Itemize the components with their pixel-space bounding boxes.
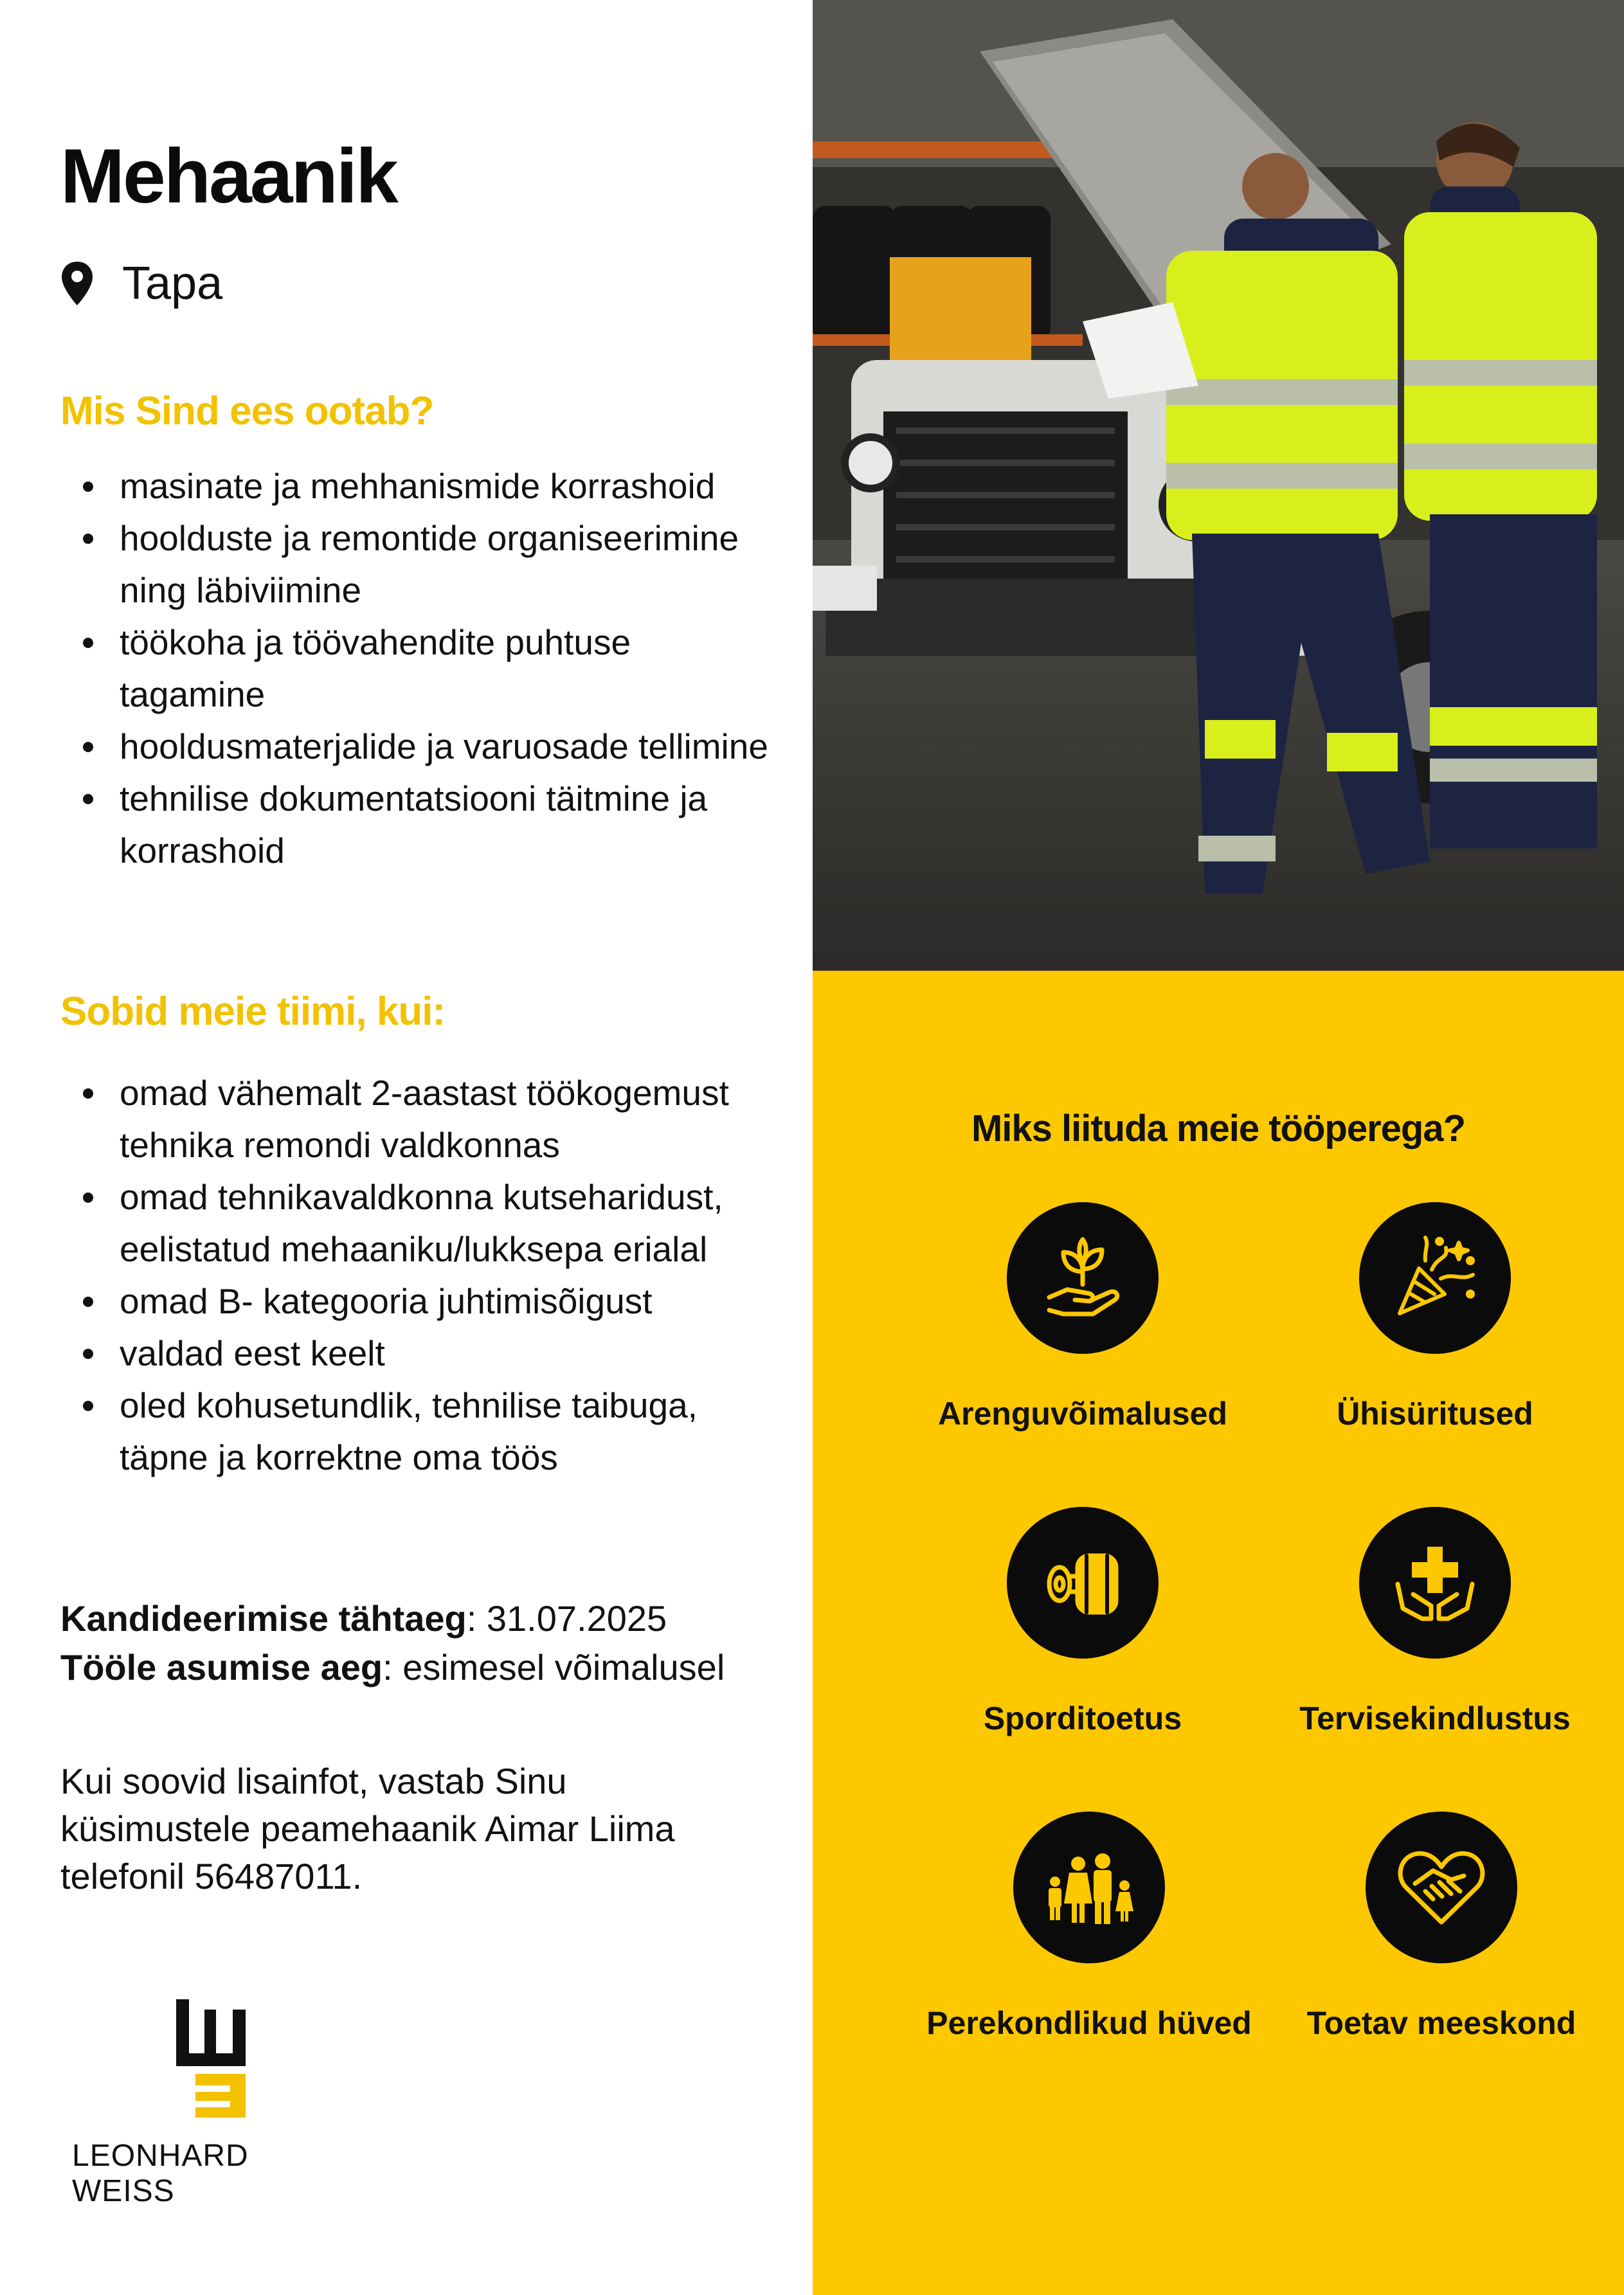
- benefit-sports: [903, 1507, 1263, 1738]
- dumbbell-icon: [1038, 1538, 1128, 1628]
- company-logo: [72, 1999, 348, 2209]
- benefit-label: Perekondlikud hüved: [926, 2005, 1252, 2041]
- list-item: valdad eest keelt: [60, 1328, 780, 1380]
- contact-text: Kui soovid lisainfot, vastab Sinu küsimustele peamehaanik Aimar Liima telefonil 56487011.: [60, 1761, 675, 1896]
- benefits-panel: [813, 971, 1624, 2295]
- list-item: oled kohusetundlik, tehnilise taibuga, täpne ja korrektne oma töös: [60, 1380, 780, 1484]
- benefit-team: [1261, 1812, 1621, 2043]
- requirements-heading: Sobid meie tiimi, kui:: [60, 989, 446, 1034]
- list-item: masinate ja mehhanismide korrashoid: [60, 460, 780, 512]
- benefits-heading: Miks liituda meie tööperega?: [971, 1108, 1466, 1149]
- party-popper-icon: [1387, 1230, 1483, 1326]
- list-item: hooldusmaterjalide ja varuosade tellimine: [60, 721, 780, 773]
- benefit-health: [1255, 1507, 1615, 1738]
- benefit-events: [1255, 1202, 1615, 1434]
- benefit-label: Arenguvõimalused: [937, 1396, 1228, 1432]
- growth-hand-icon: [1038, 1233, 1128, 1323]
- mechanic-right: [1404, 122, 1597, 849]
- leonhard-weiss-logo-icon: [176, 1999, 246, 2118]
- start-value: : esimesel võimalusel: [383, 1647, 725, 1688]
- mechanics-at-vehicle-image: [813, 0, 1624, 971]
- job-title: Mehaanik: [60, 133, 397, 219]
- deadline-label: Kandideerimise tähtaeg: [60, 1598, 467, 1639]
- benefit-label: Toetav meeskond: [1306, 2005, 1576, 2041]
- list-item: omad vähemalt 2-aastast töökogemust tehnika remondi valdkonnas: [60, 1067, 780, 1171]
- health-cross-hands-icon: [1390, 1538, 1480, 1628]
- benefit-development: [903, 1202, 1263, 1434]
- workshop-photo: [813, 0, 1624, 971]
- list-item: töökoha ja töövahendite puhtuse tagamine: [60, 616, 780, 721]
- benefit-label: Tervisekindlustus: [1299, 1700, 1571, 1736]
- list-item: omad tehnikavaldkonna kutseharidust, eelistatud mehaaniku/lukksepa erialal: [60, 1171, 780, 1275]
- location: [60, 257, 222, 310]
- list-item: hoolduste ja remontide organiseerimine ning läbiviimine: [60, 512, 780, 616]
- location-pin-icon: [60, 260, 94, 307]
- start-label: Tööle asumise aeg: [60, 1647, 383, 1688]
- start-line: [60, 1643, 725, 1692]
- list-item: omad B- kategooria juhtimisõigust: [60, 1275, 780, 1328]
- list-item: tehnilise dokumentatsiooni täitmine ja korrashoid: [60, 773, 780, 877]
- deadline-value: : 31.07.2025: [466, 1598, 667, 1639]
- dates-block: [60, 1594, 725, 1692]
- handshake-heart-icon: [1393, 1842, 1490, 1932]
- duties-heading: Mis Sind ees ootab?: [60, 389, 434, 433]
- benefit-family: [909, 1812, 1269, 2043]
- benefit-label: Ühisüritused: [1337, 1396, 1533, 1432]
- family-icon: [1041, 1846, 1137, 1929]
- requirements-list: [60, 1067, 780, 1484]
- duties-list: [60, 460, 780, 877]
- company-name: LEONHARD WEISS: [72, 2139, 249, 2208]
- deadline-line: [60, 1594, 725, 1643]
- benefit-label: Sporditoetus: [983, 1700, 1182, 1736]
- location-label: Tapa: [122, 258, 223, 309]
